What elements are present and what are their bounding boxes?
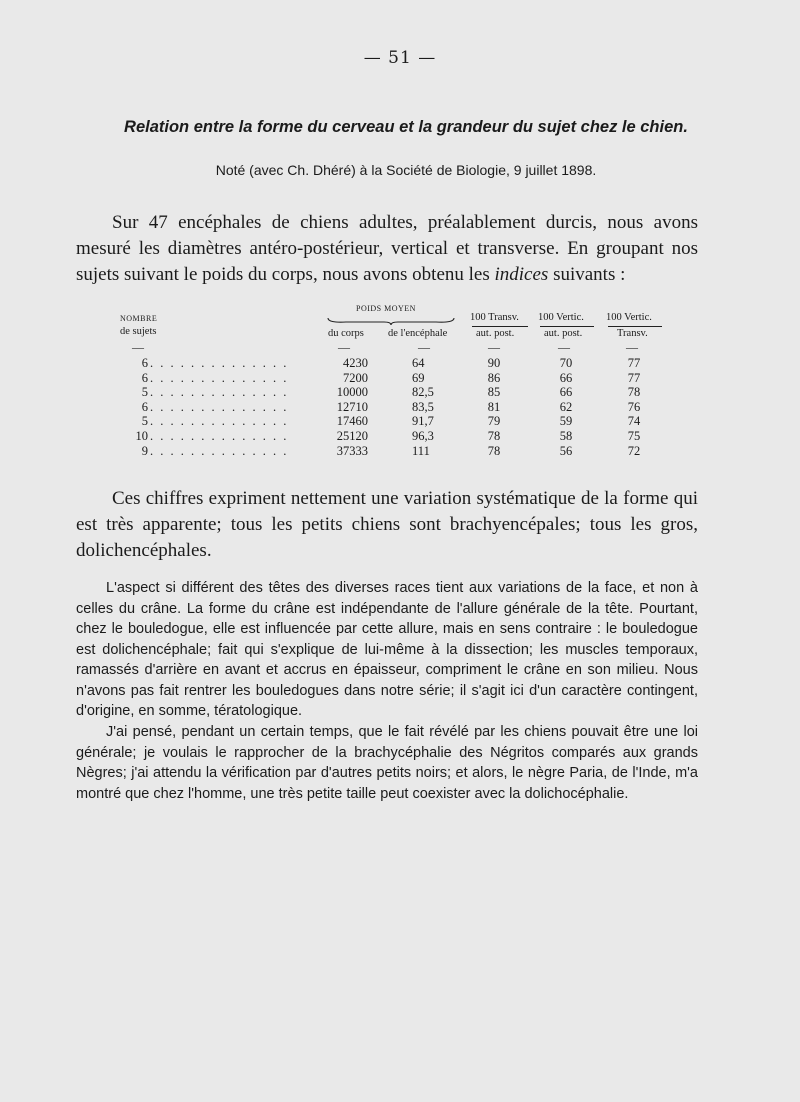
publication-note: Noté (avec Ch. Dhéré) à la Société de Biologie, 9 juillet 1898. — [215, 162, 597, 178]
cell-poids-encephale: 96,3 — [412, 429, 434, 443]
cell-leader-dots: . . . . . . . . . . . . . . — [150, 356, 289, 370]
header-col3-rule — [608, 326, 662, 327]
cell-index-vertic: 66 — [559, 385, 573, 400]
cell-poids-corps: 17460 — [336, 414, 368, 429]
cell-nombre: 5 — [141, 414, 148, 429]
cell-index-vertic: 62 — [559, 399, 573, 414]
cell-poids-corps: 7200 — [343, 370, 368, 385]
cell-index-vertic-transv: 77 — [627, 370, 641, 385]
cell-index-transv: 90 — [487, 356, 501, 370]
cell-leader-dots: . . . . . . . . . . . . . . — [150, 443, 289, 458]
cell-poids-encephale: 82,5 — [412, 385, 434, 400]
header-dash: — — [488, 340, 500, 354]
header-col3-top: 100 Vertic. — [606, 312, 652, 323]
header-col1-bottom: aut. post. — [476, 328, 515, 339]
note-paragraph-negritos: J'ai pensé, pendant un certain temps, que le fait révélé par les chiens pouvait être une loi générale; je voulais le rapprocher de la brachycéphalie des Négritos comparés aux grands Nègres; j'ai attendu la vérification par d'autres petits noirs; et alors, le nègre Paria, de l'Inde, m'a montré que chez l'homme, une très petite taille peut coexister avec la dolichocéphalie. — [76, 724, 698, 802]
cell-index-transv: 78 — [487, 429, 501, 443]
intro-italic: indices — [494, 264, 549, 285]
cell-nombre: 9 — [141, 443, 148, 458]
header-col2-bottom: aut. post. — [544, 328, 583, 339]
table-row — [0, 400, 800, 414]
cell-poids-encephale: 69 — [412, 370, 425, 385]
cell-poids-corps: 12710 — [336, 399, 368, 414]
cell-index-vertic: 56 — [559, 443, 573, 458]
header-col2-top: 100 Vertic. — [538, 312, 584, 323]
header-dash: — — [418, 340, 430, 354]
cell-leader-dots: . . . . . . . . . . . . . . — [150, 385, 289, 400]
cell-index-transv: 78 — [487, 443, 501, 458]
conclusion-paragraph: Ces chiffres expriment nettement une variation systématique de la forme qui est très apparente; tous les petits chiens sont brachyencépales; tous les gros, dolichencéphales. — [76, 488, 698, 561]
cell-poids-encephale: 111 — [412, 443, 430, 458]
cell-poids-corps: 10000 — [336, 385, 368, 400]
cell-nombre: 6 — [141, 399, 148, 414]
header-dash: — — [338, 340, 350, 354]
cell-index-vertic-transv: 77 — [627, 356, 641, 370]
table-row — [0, 414, 800, 428]
header-poids-moyen: POIDS MOYEN — [356, 304, 416, 313]
cell-index-transv: 85 — [487, 385, 501, 400]
cell-nombre: 5 — [141, 385, 148, 400]
cell-index-transv: 86 — [487, 370, 501, 385]
table-row — [0, 356, 800, 370]
header-dash: — — [558, 340, 570, 354]
cell-poids-corps: 4230 — [343, 356, 368, 370]
indices-table — [0, 300, 800, 470]
cell-leader-dots: . . . . . . . . . . . . . . — [150, 370, 289, 385]
header-col2-rule — [540, 326, 594, 327]
cell-poids-corps: 25120 — [336, 429, 368, 443]
cell-index-vertic: 58 — [559, 429, 573, 443]
cell-poids-corps: 37333 — [336, 443, 368, 458]
cell-index-vertic-transv: 74 — [627, 414, 641, 429]
article-title: Relation entre la forme du cerveau et la grandeur du sujet chez le chien. — [124, 118, 688, 136]
cell-index-transv: 79 — [487, 414, 501, 429]
cell-index-transv: 81 — [487, 399, 501, 414]
cell-index-vertic-transv: 76 — [627, 399, 641, 414]
intro-text-end: suivants : — [548, 264, 626, 285]
header-dash: — — [132, 340, 144, 354]
header-col1-rule — [472, 326, 528, 327]
header-du-corps: du corps — [328, 328, 364, 339]
brace-icon — [326, 314, 456, 326]
table-row — [0, 444, 800, 458]
cell-leader-dots: . . . . . . . . . . . . . . — [150, 399, 289, 414]
table-row — [0, 429, 800, 443]
header-col1-top: 100 Transv. — [470, 312, 519, 323]
cell-poids-encephale: 91,7 — [412, 414, 434, 429]
cell-index-vertic: 70 — [559, 356, 573, 370]
cell-nombre: 6 — [141, 370, 148, 385]
intro-paragraph — [76, 210, 698, 288]
header-dash: — — [626, 340, 638, 354]
header-col3-bottom: Transv. — [617, 328, 648, 339]
cell-leader-dots: . . . . . . . . . . . . . . — [150, 429, 289, 443]
header-de-sujets: de sujets — [120, 326, 157, 337]
cell-index-vertic-transv: 72 — [627, 443, 641, 458]
cell-leader-dots: . . . . . . . . . . . . . . — [150, 414, 289, 429]
cell-poids-encephale: 64 — [412, 356, 425, 370]
cell-index-vertic-transv: 75 — [627, 429, 641, 443]
table-row — [0, 371, 800, 385]
cell-index-vertic-transv: 78 — [627, 385, 641, 400]
cell-poids-encephale: 83,5 — [412, 399, 434, 414]
header-de-encephale: de l'encéphale — [388, 328, 448, 339]
header-nombre: NOMBRE — [120, 314, 158, 323]
cell-nombre: 6 — [141, 356, 148, 370]
cell-index-vertic: 59 — [559, 414, 573, 429]
cell-index-vertic: 66 — [559, 370, 573, 385]
page-number: — 51 — — [363, 48, 437, 68]
table-row — [0, 385, 800, 399]
note-paragraph-face: L'aspect si différent des têtes des diverses races tient aux variations de la face, et non à celles du crâne. La forme du crâne est indépendante de l'allure générale de la tête. Pourtant, chez le bouledogue, elle est influencée par cette allure, mais en sens contraire : le bouledogue est dolichencéphale; fait qui s'explique de lui-même à la dissection; les muscles temporaux, ramassés d'arrière en avant et accrus en épaisseur, compriment le crâne en son milieu. Nous n'avons pas fait rentrer les bouledogues dans notre série; il s'agit ici d'un caractère contingent, d'origine, en somme, tératologique. — [76, 580, 698, 719]
intro-text: Sur 47 encéphales de chiens adultes, préalablement durcis, nous avons mesuré les diamètres antéro-postérieur, vertical et transverse. En groupant nos sujets suivant le poids du corps, nous avons obtenu les — [76, 212, 698, 285]
cell-nombre: 10 — [135, 429, 148, 443]
